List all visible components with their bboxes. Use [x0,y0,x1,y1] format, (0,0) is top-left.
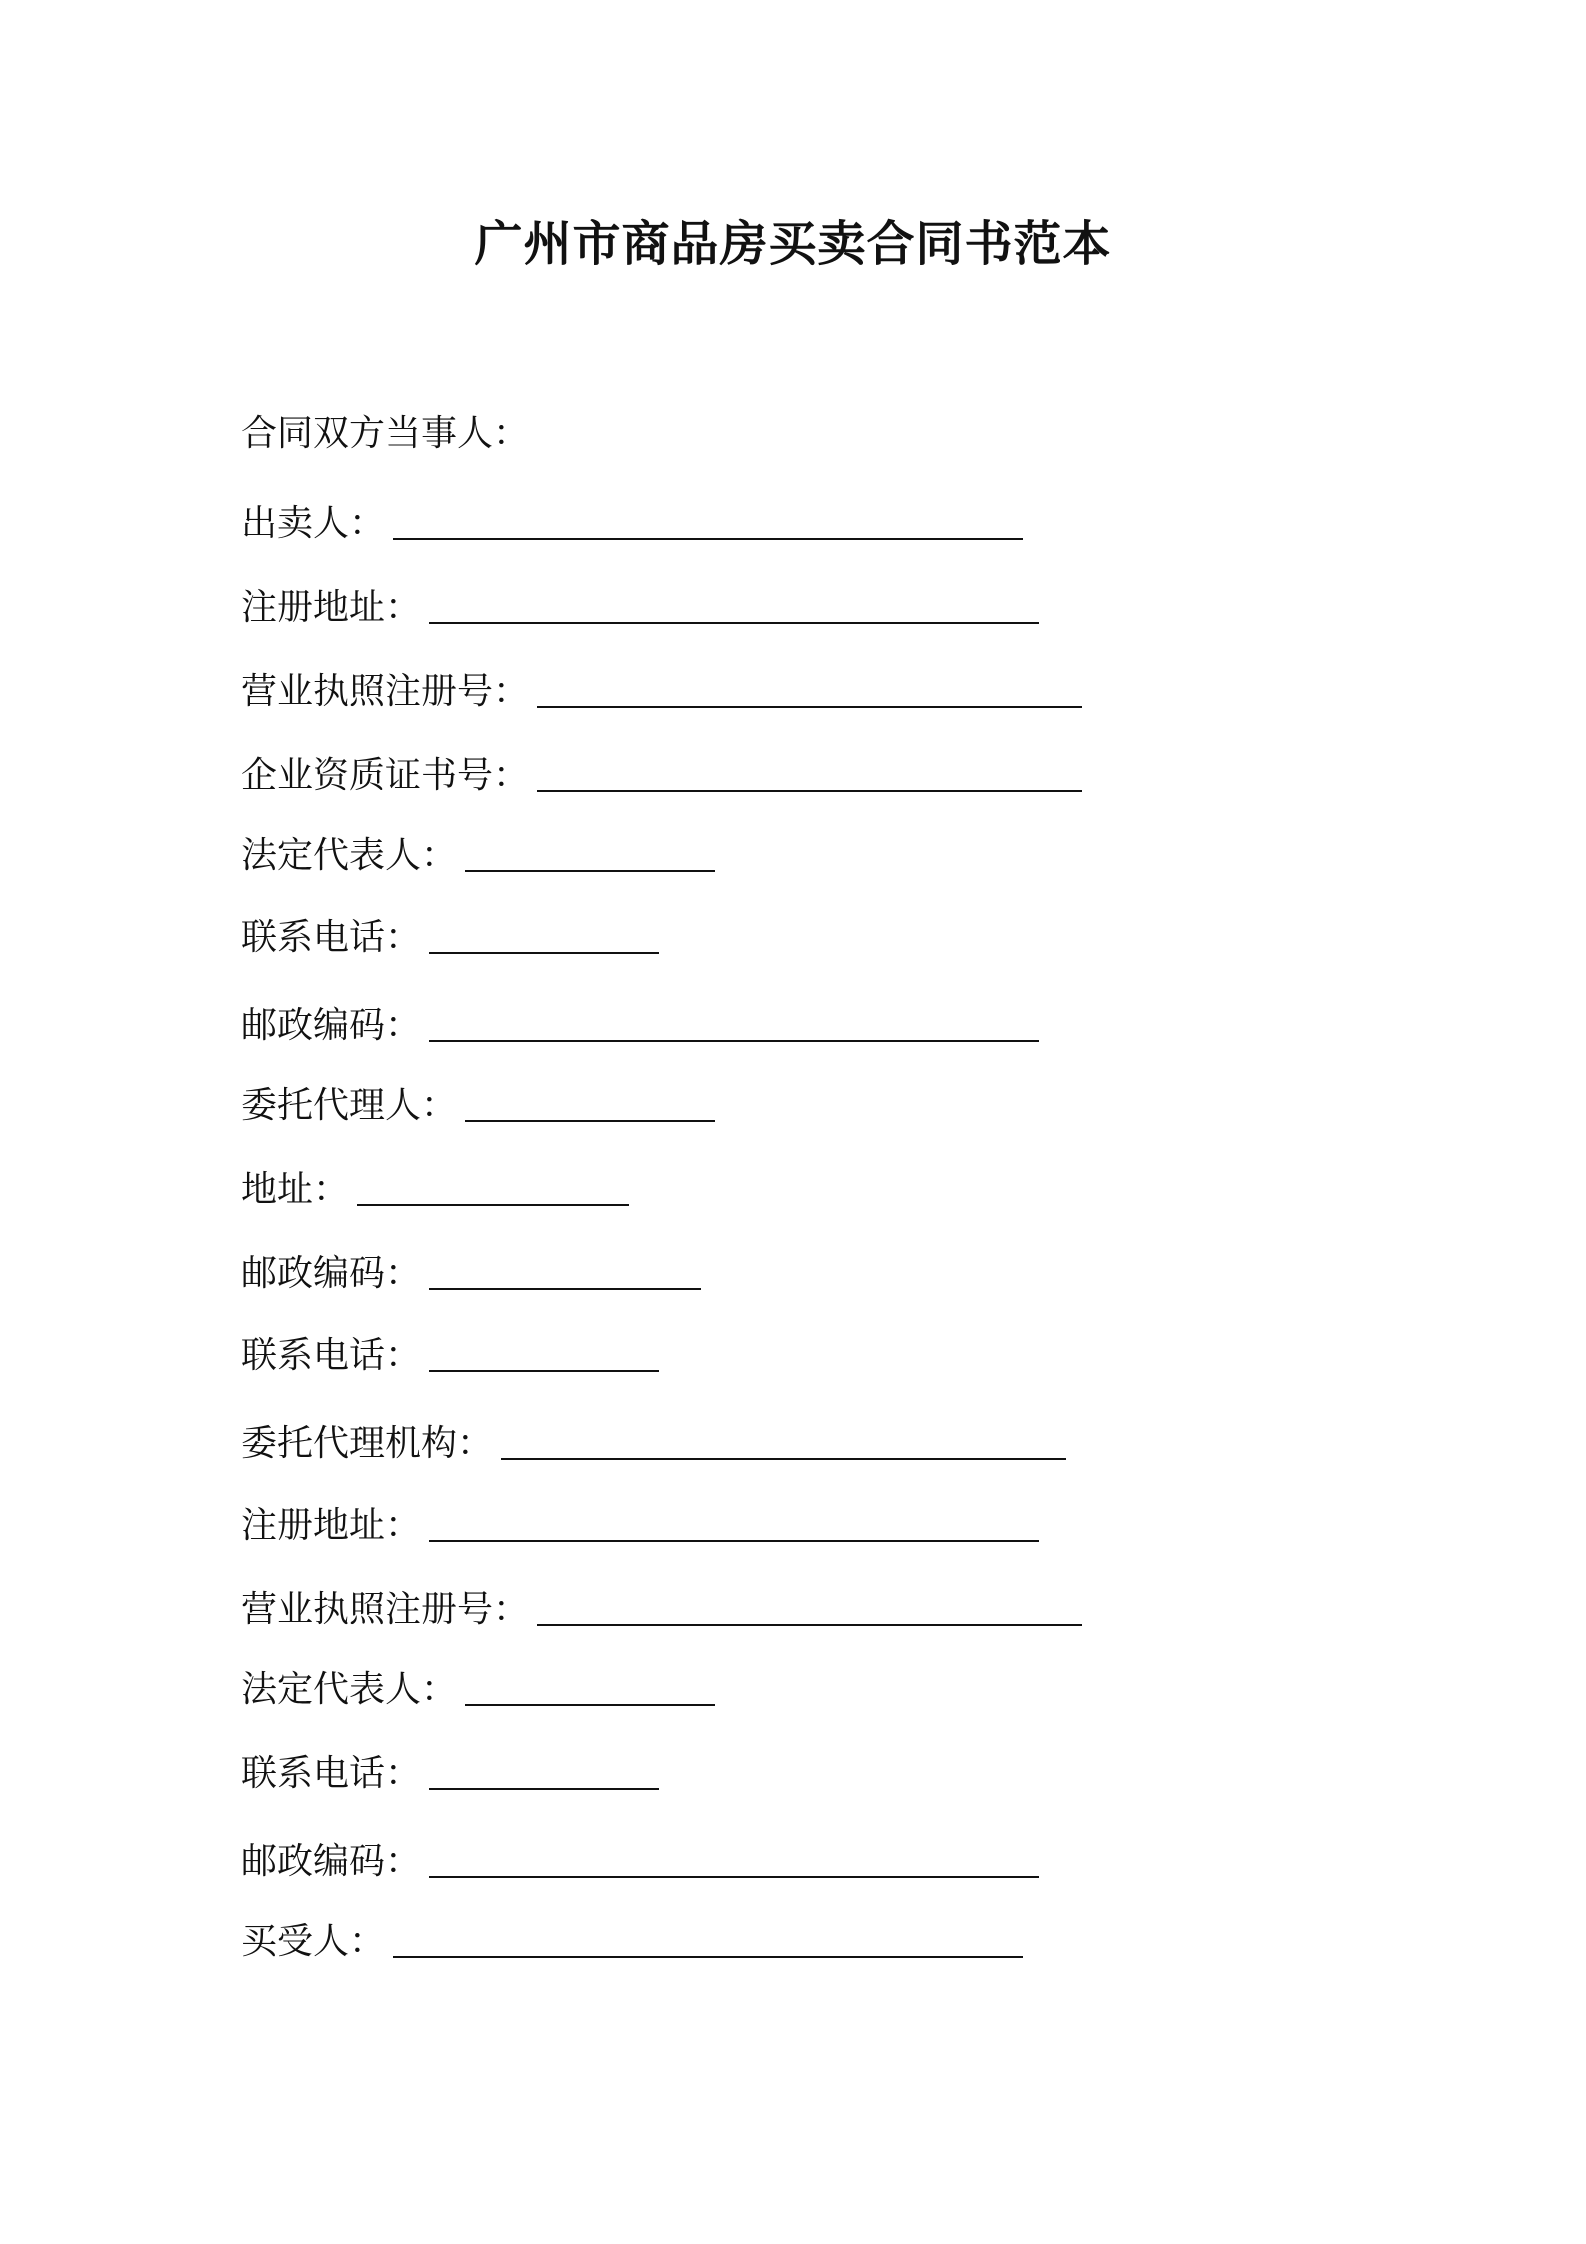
field-agent-address [241,1166,629,1214]
field-label: 出卖人： [241,503,386,544]
field-label: 联系电话： [241,1335,422,1376]
field-agency [241,1420,1066,1468]
field-agent-person [241,1082,715,1130]
blank-line[interactable] [465,840,715,872]
field-label: 注册地址： [241,1505,422,1546]
field-label: 联系电话： [241,917,422,958]
field-agency-license [241,1586,1082,1634]
blank-line[interactable] [429,1258,701,1290]
blank-line[interactable] [537,760,1082,792]
field-seller-legal-rep [241,832,715,880]
field-label: 邮政编码： [241,1005,422,1046]
field-agency-address [241,1502,1039,1550]
blank-line[interactable] [429,1340,659,1372]
field-label: 邮政编码： [241,1253,422,1294]
field-label: 营业执照注册号： [241,671,530,712]
field-agency-legal-rep [241,1666,715,1714]
blank-line[interactable] [465,1090,715,1122]
blank-line[interactable] [537,676,1082,708]
field-seller-address [241,584,1039,632]
field-label: 注册地址： [241,587,422,628]
field-buyer [241,1918,1023,1966]
blank-line[interactable] [393,508,1023,540]
blank-line[interactable] [429,1846,1039,1878]
field-label: 营业执照注册号： [241,1589,530,1630]
blank-line[interactable] [465,1674,715,1706]
field-label: 邮政编码： [241,1841,422,1882]
field-seller-phone [241,914,659,962]
field-seller-qualification [241,752,1082,800]
field-seller-license [241,668,1082,716]
field-label: 法定代表人： [241,1669,458,1710]
field-label: 联系电话： [241,1753,422,1794]
field-label: 委托代理人： [241,1085,458,1126]
blank-line[interactable] [429,1510,1039,1542]
field-agency-phone [241,1750,659,1798]
field-label: 法定代表人： [241,835,458,876]
blank-line[interactable] [501,1428,1066,1460]
blank-line[interactable] [429,592,1039,624]
field-agency-postcode [241,1838,1039,1886]
field-agent-postcode [241,1250,701,1298]
field-label: 买受人： [241,1921,386,1962]
blank-line[interactable] [357,1174,629,1206]
blank-line[interactable] [537,1594,1082,1626]
field-agent-phone [241,1332,659,1380]
field-label: 地址： [241,1169,350,1210]
document-title: 广州市商品房买卖合同书范本 [474,216,1112,272]
blank-line[interactable] [393,1926,1023,1958]
field-label: 委托代理机构： [241,1423,494,1464]
blank-line[interactable] [429,1758,659,1790]
blank-line[interactable] [429,1010,1039,1042]
field-seller [241,500,1023,548]
parties-heading: 合同双方当事人： [241,413,530,454]
blank-line[interactable] [429,922,659,954]
field-label: 企业资质证书号： [241,755,530,796]
field-seller-postcode [241,1002,1039,1050]
